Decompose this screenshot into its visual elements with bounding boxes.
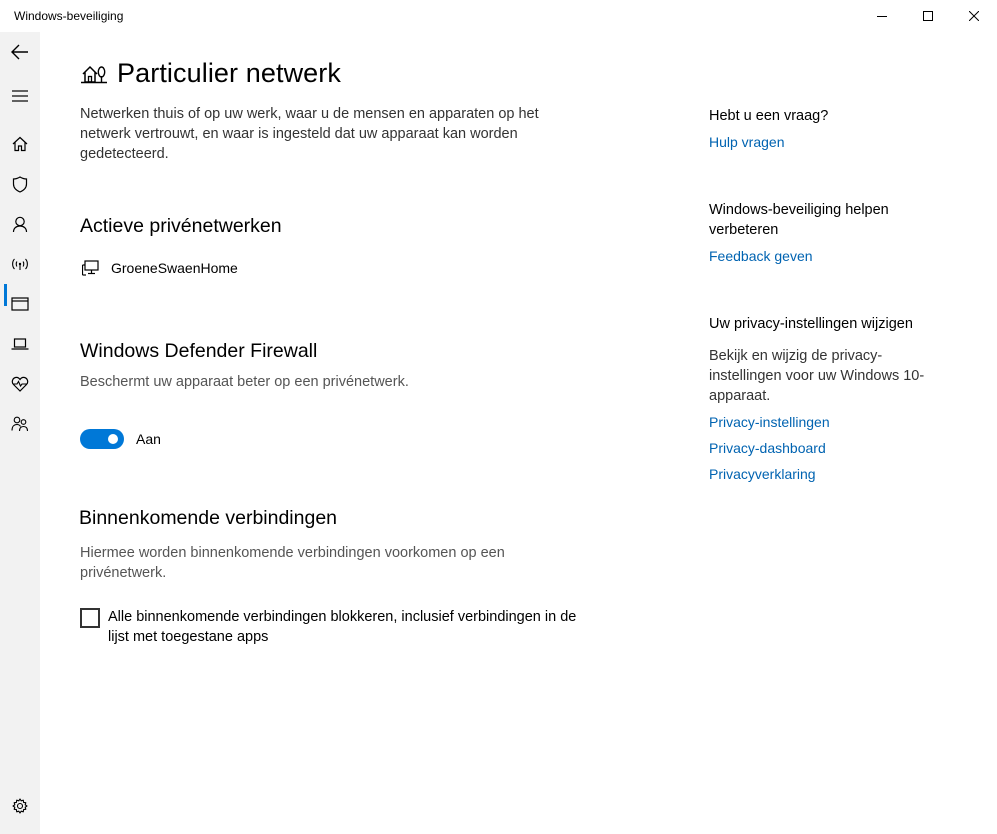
account-icon [12,216,28,233]
app-browser-icon [11,297,29,311]
minimize-icon [877,11,887,21]
network-name: GroeneSwaenHome [111,260,238,276]
sidebar-item-family[interactable] [0,404,40,444]
privacy-text: Bekijk en wijzig de privacy-instellingen voor uw Windows 10-apparaat. [709,348,925,404]
firewall-toggle[interactable] [80,429,124,449]
sidebar-item-firewall[interactable] [0,244,40,284]
active-networks-heading: Actieve privénetwerken [80,215,282,237]
privacy-heading: Uw privacy-instellingen wijzigen [709,316,913,332]
network-list-item [82,260,238,276]
health-icon [11,376,29,392]
shield-icon [12,176,28,193]
maximize-icon [923,11,933,21]
privacy-dashboard-link[interactable]: Privacy-dashboard [709,440,826,456]
menu-button[interactable] [0,76,40,116]
close-icon [969,11,979,21]
close-button[interactable] [951,0,997,32]
improve-heading: Windows-beveiliging helpen verbeteren [709,202,889,238]
home-icon [12,136,28,152]
page-title: Particulier netwerk [117,58,341,88]
device-security-icon [11,338,29,350]
sidebar-item-home[interactable] [0,124,40,164]
firewall-heading: Windows Defender Firewall [80,340,318,362]
incoming-connections-heading: Binnenkomende verbindingen [79,507,338,529]
intro-text: Netwerken thuis of op uw werk, waar u de mensen en apparaten op het netwerk vertrouwt, en waar is ingesteld dat uw apparaat kan worden gedetecteerd. [80,106,539,162]
privacy-settings-link[interactable]: Privacy-instellingen [709,414,830,430]
settings-icon [12,798,28,814]
toggle-knob [108,434,118,444]
minimize-button[interactable] [859,0,905,32]
sidebar [0,32,40,834]
privacy-statement-link[interactable]: Privacyverklaring [709,466,816,482]
back-icon [11,44,29,60]
title-bar [0,0,997,32]
firewall-description: Beschermt uw apparaat beter op een privénetwerk. [80,374,409,390]
sidebar-item-app-browser[interactable] [0,284,40,324]
monitor-network-icon [82,260,100,276]
back-button[interactable] [0,32,40,72]
family-icon [11,416,29,432]
feedback-link[interactable]: Feedback geven [709,248,813,264]
sidebar-item-virus-protection[interactable] [0,164,40,204]
sidebar-item-device-health[interactable] [0,364,40,404]
window-title: Windows-beveiliging [14,9,124,23]
sidebar-item-device-security[interactable] [0,324,40,364]
block-incoming-checkbox[interactable] [80,608,100,628]
maximize-button[interactable] [905,0,951,32]
incoming-connections-description: Hiermee worden binnenkomende verbindingen voorkomen op een privénetwerk. [80,545,505,581]
page-header [80,58,341,89]
private-network-icon [80,60,108,88]
sidebar-item-account[interactable] [0,204,40,244]
menu-icon [11,90,29,102]
settings-button[interactable] [0,786,40,826]
question-heading: Hebt u een vraag? [709,108,829,124]
firewall-toggle-label: Aan [136,431,161,447]
help-link[interactable]: Hulp vragen [709,134,785,150]
block-incoming-label[interactable]: Alle binnenkomende verbindingen blokkeren, inclusief verbindingen in de lijst met toegestane apps [108,609,577,645]
network-icon [11,257,29,271]
